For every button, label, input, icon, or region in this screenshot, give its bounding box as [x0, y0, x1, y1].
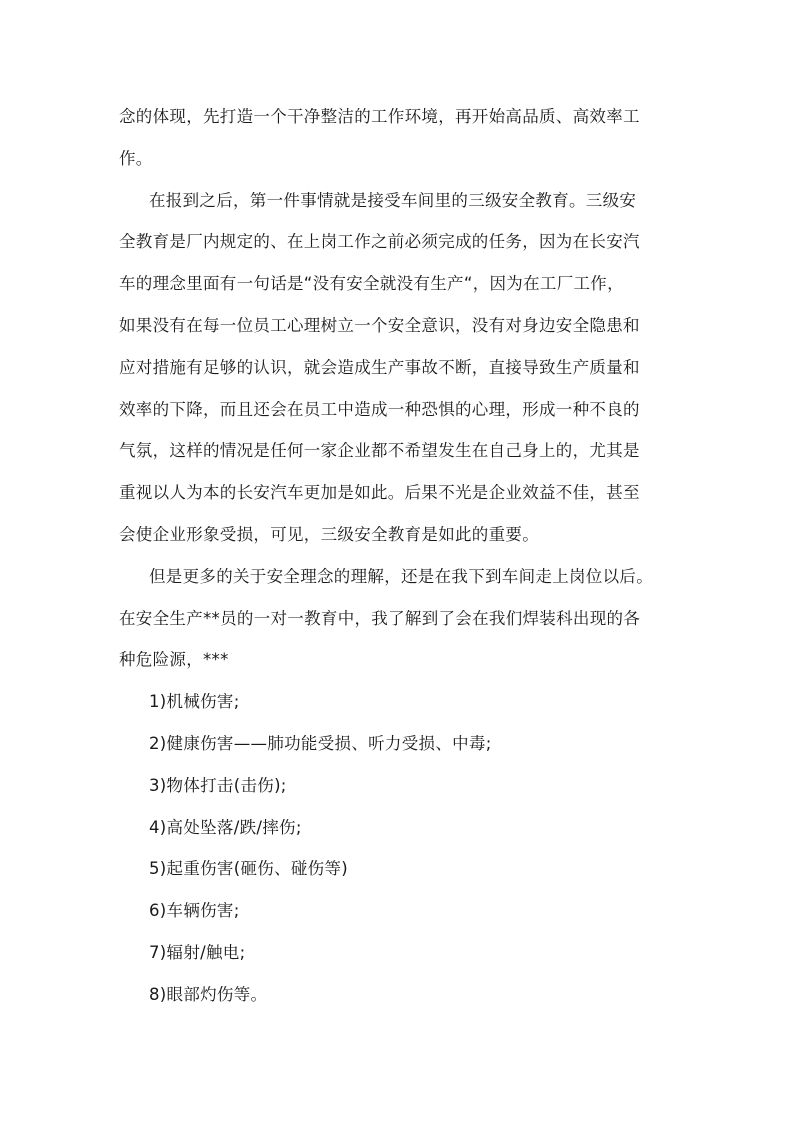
- text-line: 种危险源，***: [119, 650, 229, 670]
- text-line: 但是更多的关于安全理念的理解，还是在我下到车间走上岗位以后。: [149, 566, 653, 586]
- document-body: [119, 96, 679, 1016]
- list-item: 3)物体打击(击伤);: [149, 775, 287, 795]
- list-item: 4)高处坠落/跌/摔伤;: [149, 817, 302, 837]
- text-line: 全教育是厂内规定的、在上岗工作之前必须完成的任务，因为在长安汽: [119, 232, 640, 252]
- text-line: 车的理念里面有一句话是“没有安全就没有生产“，因为在工厂工作，: [119, 274, 624, 294]
- text-line: 作。: [119, 148, 153, 168]
- list-item: 7)辐射/触电;: [149, 942, 246, 962]
- paragraph-intro: [119, 96, 679, 180]
- text-line: 在安全生产**员的一对一教育中，我了解到了会在我们焊装科出现的各: [119, 608, 641, 628]
- text-line: 会使企业形象受损，可见，三级安全教育是如此的重要。: [119, 524, 539, 544]
- text-line: 念的体现，先打造一个干净整洁的工作环境，再开始高品质、高效率工: [119, 107, 640, 126]
- text-line: 重视以人为本的长安汽车更加是如此。后果不光是企业效益不佳，甚至: [119, 483, 640, 503]
- paragraph-safety-education: [119, 180, 679, 556]
- list-item: 2)健康伤害——肺功能受损、听力受损、中毒;: [149, 733, 492, 753]
- hazard-list: [119, 681, 679, 1015]
- list-item: 5)起重伤害(砸伤、碰伤等): [149, 859, 349, 879]
- text-line: 效率的下降，而且还会在员工中造成一种恐惧的心理，形成一种不良的: [119, 399, 640, 419]
- text-line: 应对措施有足够的认识，就会造成生产事故不断，直接导致生产质量和: [119, 357, 640, 377]
- list-item: 6)车辆伤害;: [149, 901, 240, 921]
- text-line: 气氛，这样的情况是任何一家企业都不希望发生在自己身上的，尤其是: [119, 441, 640, 461]
- text-line: 如果没有在每一位员工心理树立一个安全意识，没有对身边安全隐患和: [119, 315, 640, 335]
- paragraph-hazard-sources: [119, 556, 679, 681]
- list-item: 8)眼部灼伤等。: [149, 984, 268, 1004]
- list-item: 1)机械伤害;: [149, 692, 240, 712]
- text-line: 在报到之后，第一件事情就是接受车间里的三级安全教育。三级安: [149, 190, 637, 210]
